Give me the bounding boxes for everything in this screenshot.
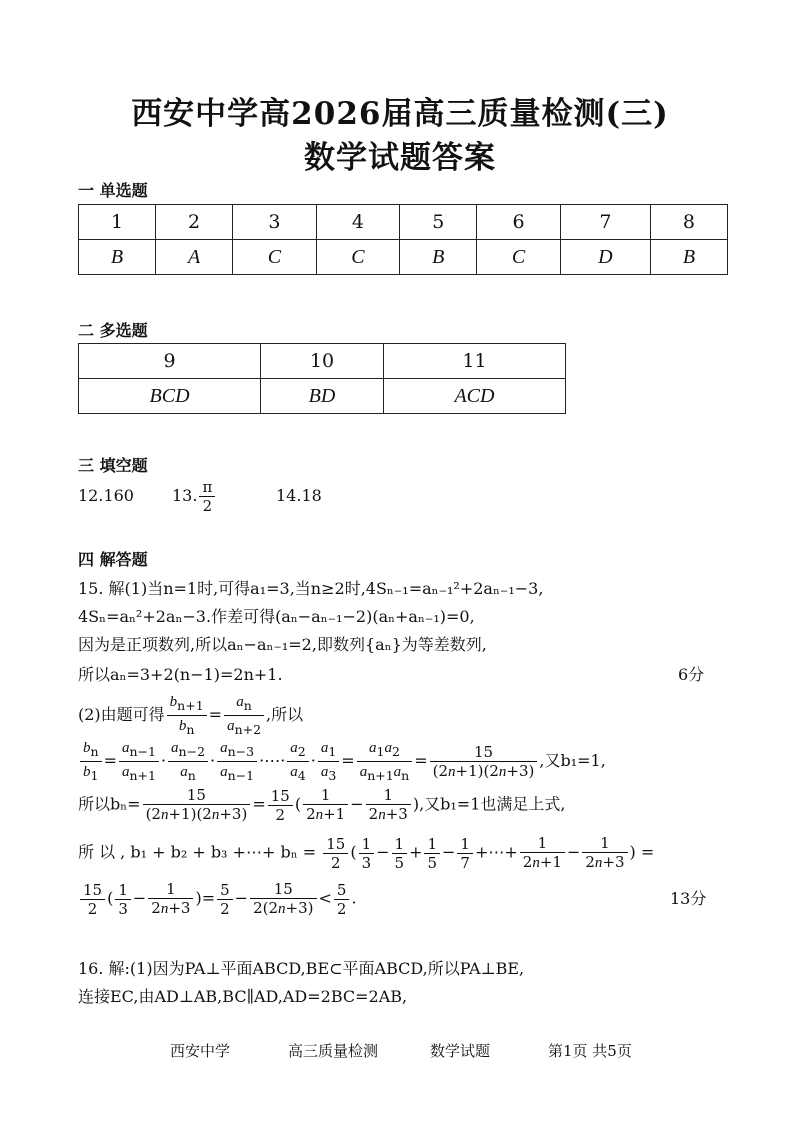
title-line-1: 西安中学高2026届高三质量检测(三) <box>131 96 669 132</box>
table-cell: A <box>156 240 233 275</box>
table-cell: 7 <box>560 205 650 240</box>
q15-line-5: (2)由题可得 $\frac{b_{n+1}}{b_n}$ = $\frac{a_n}{a_{n+2}}$ ,所以 <box>78 694 304 737</box>
q15-line-1: 15. 解(1)当n=1时,可得a₁=3,当n≥2时,4Sₙ₋₁=aₙ₋₁²+2aₙ₋₁−3, <box>78 579 544 598</box>
table-cell: 3 <box>233 205 317 240</box>
section-solutions-heading: 四 解答题 <box>78 550 148 569</box>
table-cell: B <box>650 240 727 275</box>
footer-page-number: 第1页 共5页 <box>548 1042 632 1060</box>
answer-q14: 14.18 <box>276 486 322 505</box>
q15-line-8: 所 以 , b₁ + b₂ + b₃ +⋯+ bₙ = $\frac{15}{2}$ ( $\frac{1}{3}$ − $\frac{1}{5}$ + $\frac{1}{5}$ − $\frac{1}{7}$ +⋯+ $\frac{1}{2n+1}$ − $\frac{1}{2n+3}$ ) = <box>78 834 655 872</box>
answer-q13 <box>172 478 217 515</box>
table-cell: 4 <box>316 205 400 240</box>
title-line-2: 数学试题答案 <box>304 140 496 176</box>
table-cell: 1 <box>79 205 156 240</box>
footer-school: 西安中学 <box>170 1042 231 1060</box>
q16-line-1: 16. 解:(1)因为PA⊥平面ABCD,BE⊂平面ABCD,所以PA⊥BE, <box>78 959 525 978</box>
answer-q12: 12.160 <box>78 486 134 505</box>
table-cell: ACD <box>383 379 565 414</box>
table-cell: 9 <box>79 344 261 379</box>
table-row <box>79 205 728 240</box>
table-cell: 11 <box>383 344 565 379</box>
fraction: $\frac{b_{n+1}}{b_n}$ <box>167 692 207 739</box>
table-cell: C <box>233 240 317 275</box>
q15-points-1: 6分 <box>678 665 705 684</box>
table-cell: 8 <box>650 205 727 240</box>
q15-line-2: 4Sₙ=aₙ²+2aₙ−3.作差可得(aₙ−aₙ₋₁−2)(aₙ+aₙ₋₁)=0, <box>78 607 475 626</box>
table-cell: 6 <box>477 205 561 240</box>
section-multi-choice-heading: 二 多选题 <box>78 321 148 340</box>
fraction: $\frac{a_n}{a_{n+2}}$ <box>224 692 264 739</box>
fraction: $\frac{\pi}{2}$ <box>199 478 215 515</box>
q15-points-2: 13分 <box>670 889 707 908</box>
section-fill-blank-heading: 三 填空题 <box>78 456 148 475</box>
table-cell: D <box>560 240 650 275</box>
table-row <box>79 344 566 379</box>
table-cell: B <box>79 240 156 275</box>
q15-line-9: $\frac{15}{2}$ ( $\frac{1}{3}$ − $\frac{1}{2n+3}$ )= $\frac{5}{2}$ − $\frac{15}{2(2n+3)}$ < $\frac{5}{2}$ . <box>78 880 357 918</box>
table-row <box>79 379 566 414</box>
section-single-choice-heading: 一 单选题 <box>78 181 148 200</box>
table-cell: BD <box>261 379 384 414</box>
table-cell: 2 <box>156 205 233 240</box>
q15-line-6: $\frac{b_n}{b_1}$ = $\frac{a_{n-1}}{a_{n+1}}$ · $\frac{a_{n-2}}{a_n}$ · $\frac{a_{n-3}}{a_{n-1}}$ ·⋯· $\frac{a_2}{a_4}$ · $\frac{a_1}{a_3}$ = $\frac{a_1a_2}{a_{n+1}a_n}$ = $\frac{15}{(2n+1)(2n+3)}$ ,又b₁=1, <box>78 738 606 785</box>
table-cell: 5 <box>400 205 477 240</box>
q15-line-7: 所以bₙ= $\frac{15}{(2n+1)(2n+3)}$ = $\frac{15}{2}$ ( $\frac{1}{2n+1}$ − $\frac{1}{2n+3}$ ),又b₁=1也满足上式, <box>78 786 566 824</box>
q16-line-2: 连接EC,由AD⊥AB,BC∥AD,AD=2BC=2AB, <box>78 987 408 1006</box>
answer-q13-prefix: 13. <box>172 486 198 505</box>
table-cell: BCD <box>79 379 261 414</box>
single-choice-table <box>78 204 728 275</box>
table-row <box>79 240 728 275</box>
table-cell: C <box>316 240 400 275</box>
table-cell: C <box>477 240 561 275</box>
footer-subject: 数学试题 <box>430 1042 491 1060</box>
q15-line-3: 因为是正项数列,所以aₙ−aₙ₋₁=2,即数列{aₙ}为等差数列, <box>78 635 487 654</box>
q15-line-4: 所以aₙ=3+2(n−1)=2n+1. <box>78 665 283 684</box>
multi-choice-table <box>78 343 566 414</box>
table-cell: B <box>400 240 477 275</box>
table-cell: 10 <box>261 344 384 379</box>
footer-exam: 高三质量检测 <box>288 1042 379 1060</box>
